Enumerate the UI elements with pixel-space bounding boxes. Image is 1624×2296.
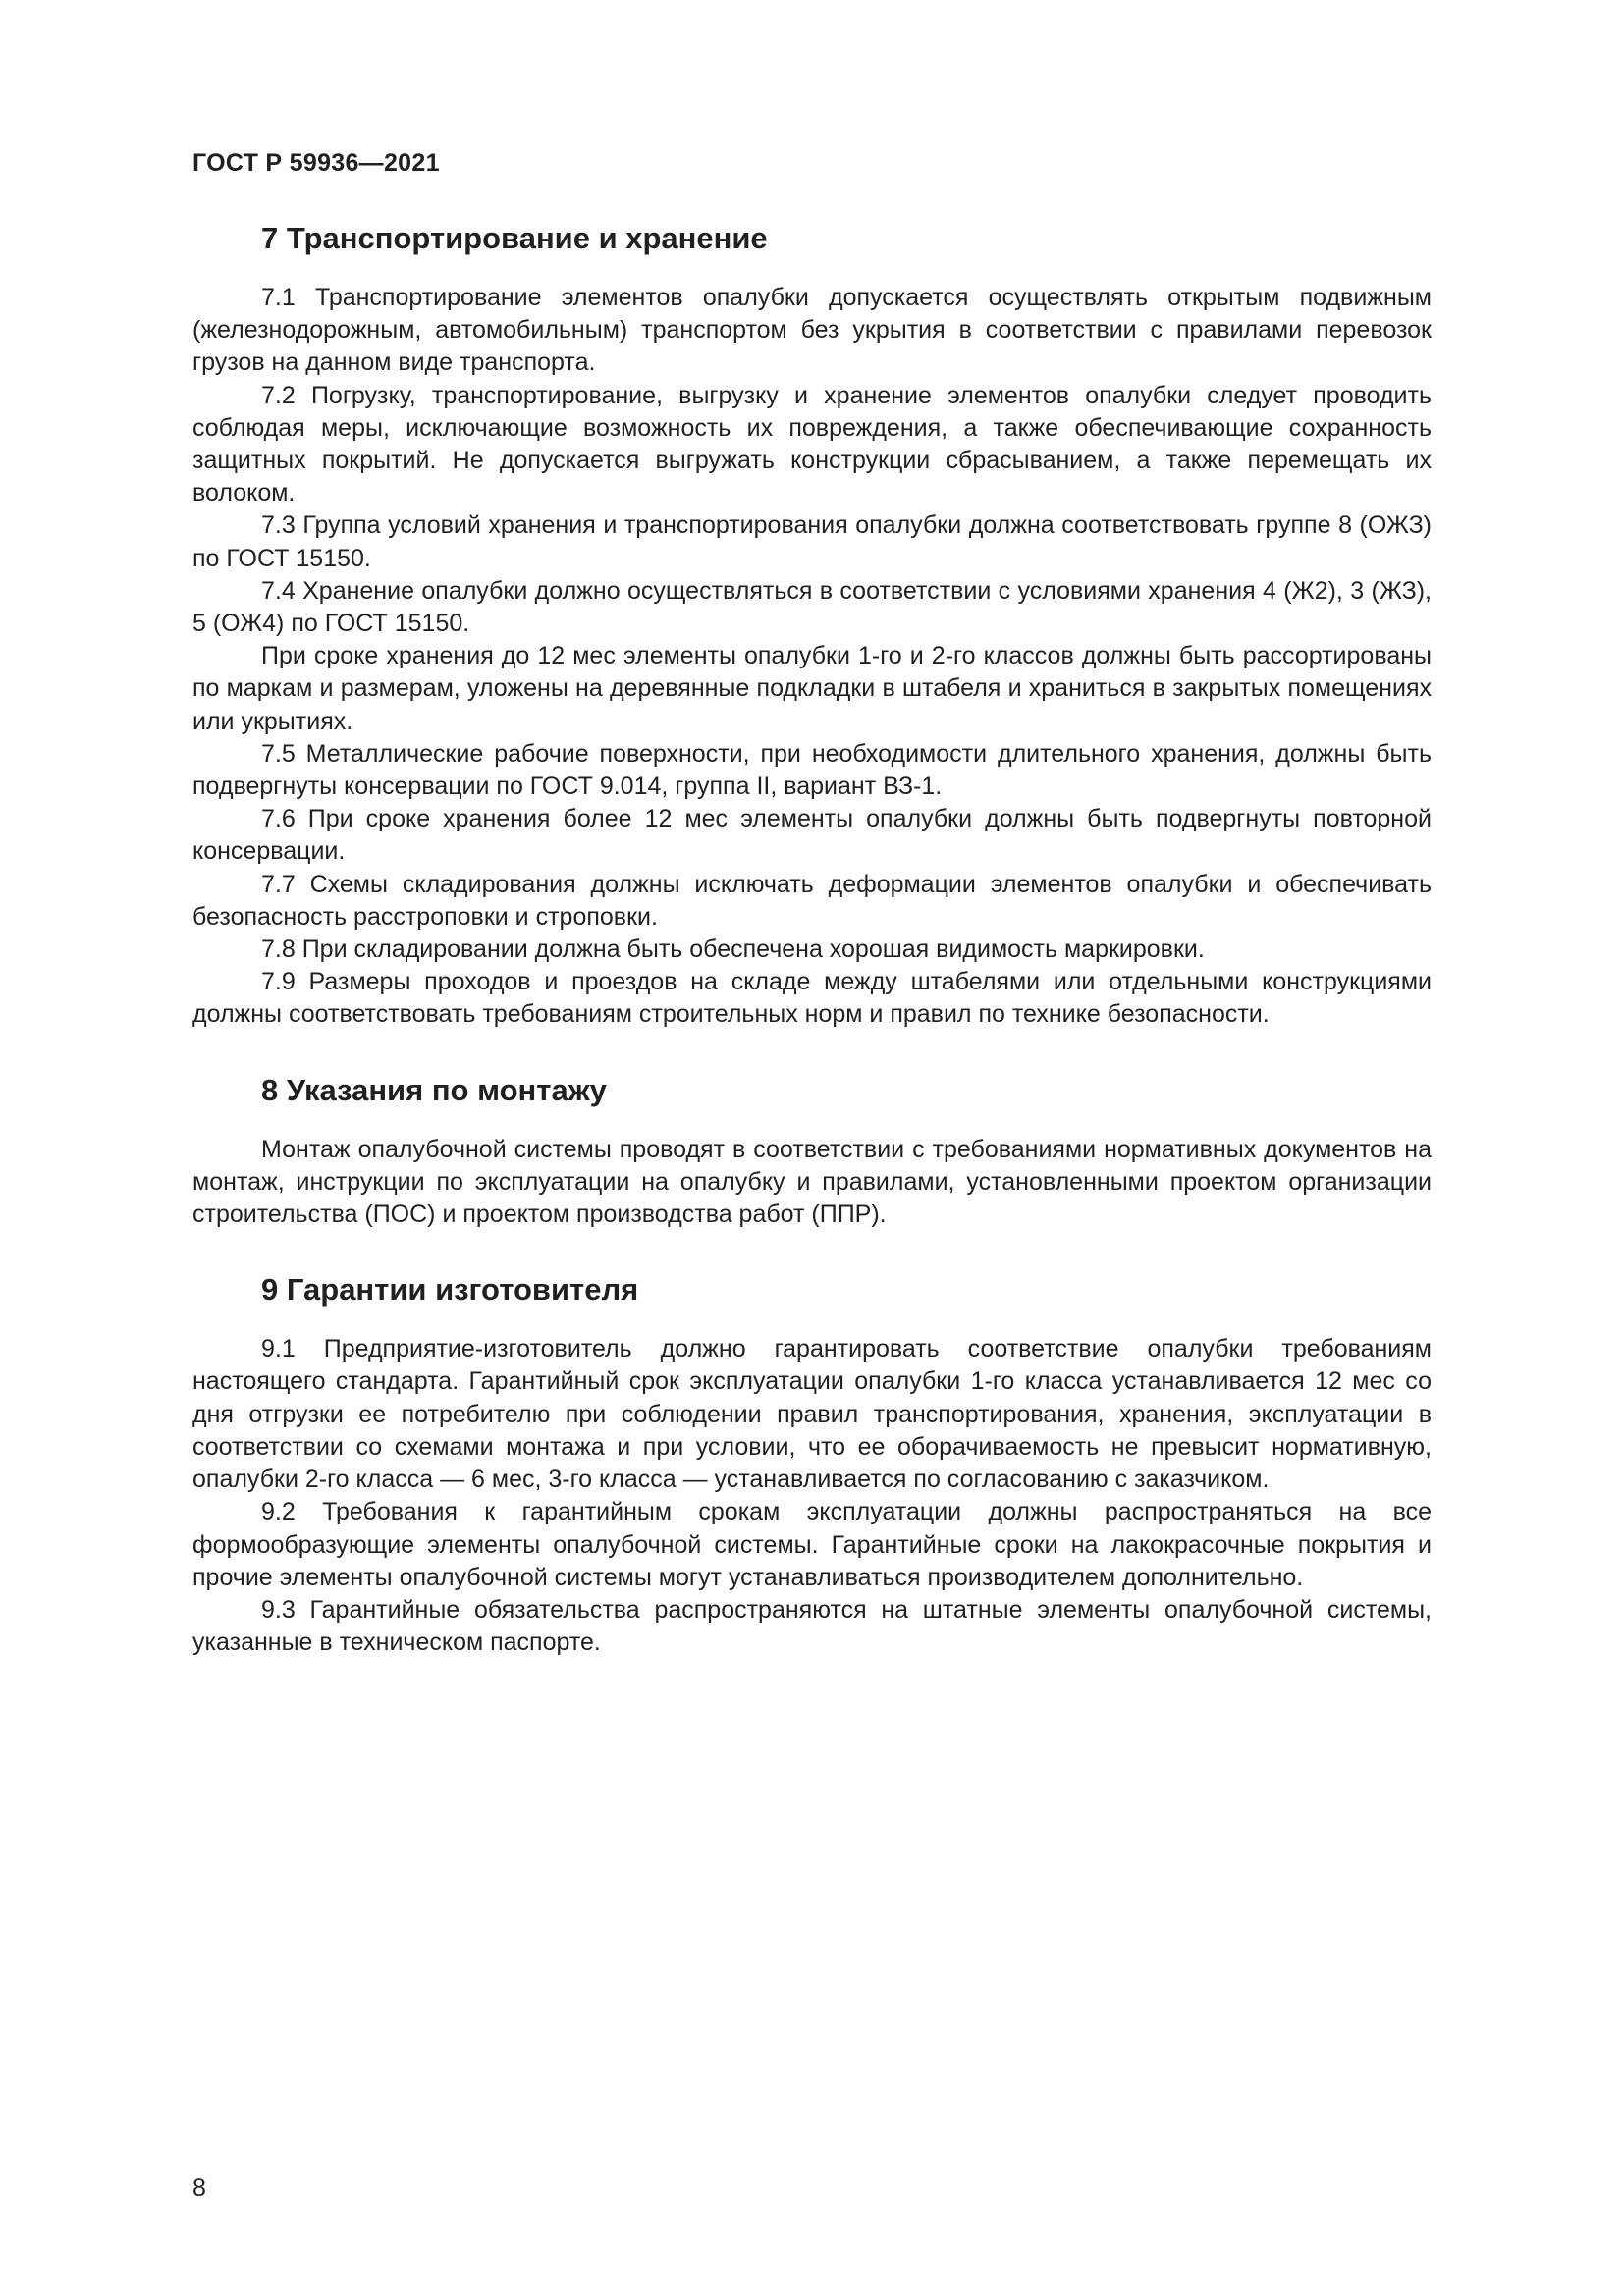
paragraph: При сроке хранения до 12 мес элементы опалубки 1-го и 2-го классов должны быть рассортированы по маркам и размерам, уложены на деревянные подкладки в штабеля и храниться в закрытых помещениях или укрытиях. [192, 642, 1432, 735]
document-code: ГОСТ Р 59936—2021 [192, 149, 440, 177]
section-title: 9 Гарантии изготовителя [261, 1272, 639, 1308]
section-title: 8 Указания по монтажу [261, 1072, 607, 1107]
section-transport-storage [192, 221, 1432, 1032]
paragraph: 7.4 Хранение опалубки должно осуществляться в соответствии с условиями хранения 4 (Ж2), 3 (ЖЗ), 5 (ОЖ4) по ГОСТ 15150. [192, 576, 1432, 638]
paragraph: 7.8 При складировании должна быть обеспечена хорошая видимость маркировки. [261, 935, 1205, 964]
section-warranty [192, 1272, 1432, 1659]
page-number: 8 [192, 2174, 206, 2202]
paragraph: 7.7 Схемы складирования должны исключать деформации элементов опалубки и обеспечивать безопасность расстроповки и строповки. [192, 870, 1432, 931]
section-title: 7 Транспортирование и хранение [261, 221, 768, 255]
paragraph: 7.5 Металлические рабочие поверхности, при необходимости длительного хранения, должны быть подвергнуты консервации по ГОСТ 9.014, группа II, вариант ВЗ-1. [192, 739, 1432, 801]
document-body [192, 221, 1432, 1659]
paragraph: 9.1 Предприятие-изготовитель должно гарантировать соответствие опалубки требованиям настоящего стандарта. Гарантийный срок эксплуатации опалубки 1-го класса устанавливается 12 мес со дня отгрузки ее потребителю при соблюдении правил транспортирования, хранения, эксплуатации в соответствии со схемами монтажа и при условии, что ее оборачиваемость не превысит нормативную, опалубки 2-го класса — 6 мес, 3-го класса — устанавливается по согласованию с заказчиком. [192, 1335, 1432, 1494]
paragraph: 7.2 Погрузку, транспортирование, выгрузку и хранение элементов опалубки следует проводить соблюдая меры, исключающие возможность их повреждения, а также обеспечивающие сохранность защитных покрытий. Не допускается выгружать конструкции сбрасыванием, а также перемещать их волоком. [192, 381, 1432, 507]
paragraph: 9.3 Гарантийные обязательства распространяются на штатные элементы опалубочной системы, указанные в техническом паспорте. [192, 1595, 1432, 1657]
paragraph: 7.1 Транспортирование элементов опалубки допускается осуществлять открытым подвижным (железнодорожным, автомобильным) транспортом без укрытия в соответствии с правилами перевозок грузов на данном виде транспорта. [192, 284, 1432, 377]
paragraph: 7.9 Размеры проходов и проездов на складе между штабелями или отдельными конструкциями должны соответствовать требованиям строительных норм и правил по технике безопасности. [192, 968, 1432, 1029]
paragraph: 7.3 Группа условий хранения и транспортирования опалубки должна соответствовать группе 8 (ОЖЗ) по ГОСТ 15150. [192, 511, 1432, 572]
paragraph: 9.2 Требования к гарантийным срокам эксплуатации должны распространяться на все формообразующие элементы опалубочной системы. Гарантийные сроки на лакокрасочные покрытия и прочие элементы опалубочной системы могут устанавливаться производителем дополнительно. [192, 1498, 1432, 1591]
paragraph: 7.6 При сроке хранения более 12 мес элементы опалубки должны быть подвергнуты повторной консервации. [192, 805, 1432, 866]
paragraph: Монтаж опалубочной системы проводят в соответствии с требованиями нормативных документов на монтаж, инструкции по эксплуатации на опалубку и правилами, установленными проектом организации строительства (ПОС) и проектом производства работ (ППР). [192, 1135, 1432, 1229]
section-installation [192, 1073, 1432, 1232]
